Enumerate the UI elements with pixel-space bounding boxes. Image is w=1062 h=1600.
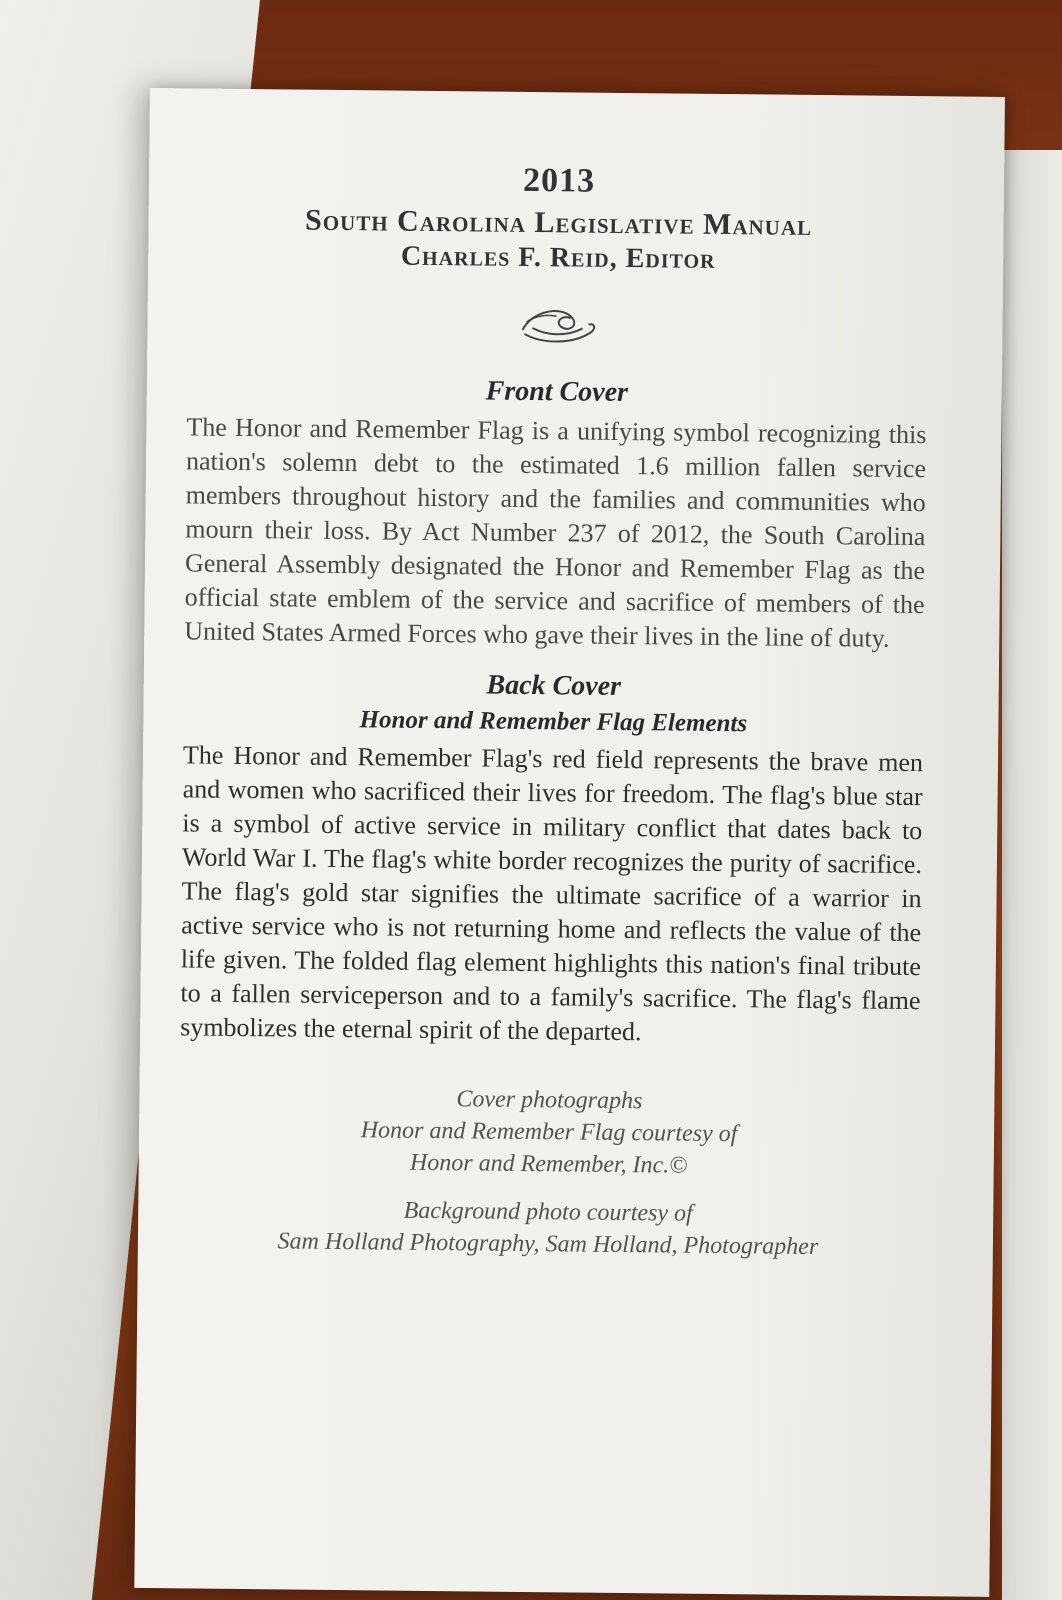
page-content: [178, 158, 929, 1264]
credit-line-flag-owner: Honor and Remember, Inc.©: [409, 1149, 688, 1179]
scroll-flourish-icon: [512, 300, 603, 351]
credit-line-photographer: Sam Holland Photography, Sam Holland, Photographer: [277, 1228, 819, 1261]
back-cover-text: The Honor and Remember Flag's red field represents the brave men and women who sacrificed their lives for freedom. The flag's blue star is a symbol of active service in military conflict that dates back to World War I. The flag's white border recognizes the purity of sacrifice. The flag's gold star signifies the ultimate sacrifice of a warrior in active service who is not returning home and reflects the value of the life given. The folded flag element highlights this nation's final tribute to a fallen serviceperson and to a family's sacrifice. The flag's flame symbolizes the eternal spirit of the departed.: [180, 740, 924, 1047]
credit-line-background-courtesy: Background photo courtesy of: [403, 1197, 693, 1227]
editor-line: Charles F. Reid, Editor: [400, 240, 716, 275]
year-heading: 2013: [522, 161, 596, 200]
back-cover-heading: Back Cover: [486, 669, 622, 702]
credit-line-flag-courtesy: Honor and Remember Flag courtesy of: [360, 1117, 738, 1148]
manual-title: South Carolina Legislative Manual: [304, 203, 813, 242]
adjacent-page: [1002, 150, 1062, 1600]
front-cover-heading: Front Cover: [485, 375, 629, 409]
photo-credits: [178, 1080, 920, 1264]
manual-page: [134, 88, 1005, 1597]
front-cover-text: The Honor and Remember Flag is a unifying symbol recognizing this nation's solemn debt to the estimated 1.6 million fallen service members throughout history and the families and communities who mourn their loss. By Act Number 237 of 2012, the South Carolina General Assembly designated the Honor and Remember Flag as the official state emblem of the service and sacrifice of members of the United States Armed Forces who gave their lives in the line of duty.: [184, 412, 927, 653]
flag-elements-subheading: Honor and Remember Flag Elements: [359, 706, 748, 738]
credit-line-cover-photos: Cover photographs: [456, 1086, 643, 1115]
